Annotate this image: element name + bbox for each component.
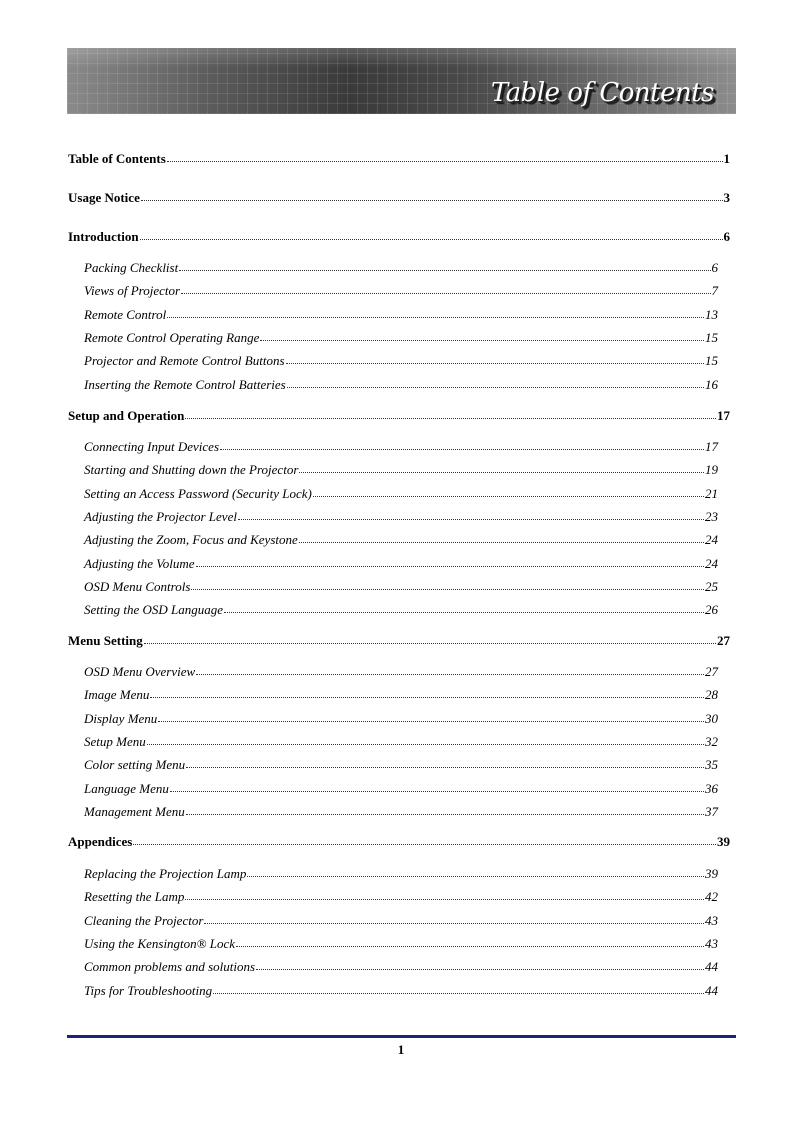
toc-chapter-appendices[interactable]: [68, 834, 730, 850]
toc-entry-label: Projector and Remote Control Buttons: [84, 353, 285, 369]
dot-leader: [133, 833, 716, 845]
toc-section-tips-for-troubleshooting[interactable]: [84, 983, 718, 999]
dot-leader: [150, 686, 704, 698]
toc-entry-page: 39: [705, 866, 718, 881]
toc-section-cleaning-the-projector[interactable]: [84, 913, 718, 929]
toc-entry-page: 42: [705, 889, 718, 905]
toc-entry-page: 24: [705, 555, 718, 571]
toc-entry-label: Color setting Menu: [84, 757, 186, 773]
toc-entry-label: Setup and Operation: [68, 408, 185, 423]
toc-entry-page: 43: [705, 912, 718, 928]
toc-entry-page: 43: [705, 935, 718, 951]
toc-entry-page: 35: [705, 757, 718, 773]
dot-leader: [185, 407, 716, 419]
toc-entry-label: OSD Menu Controls: [84, 578, 191, 594]
toc-entry-page: 36: [705, 780, 718, 796]
toc-section-management-menu[interactable]: [84, 804, 718, 820]
page-number: 1: [397, 1042, 405, 1057]
toc-section-packing-checklist[interactable]: [84, 260, 718, 276]
toc-entry-label: Connecting Input Devices: [84, 439, 220, 454]
toc-entry-label: Image Menu: [84, 687, 150, 703]
dot-leader: [313, 485, 704, 497]
dot-leader: [196, 555, 705, 567]
dot-leader: [256, 958, 704, 970]
dot-leader: [140, 228, 723, 240]
toc-section-using-the-kensington-lock[interactable]: [84, 936, 718, 952]
dot-leader: [186, 756, 704, 768]
dot-leader: [286, 352, 704, 364]
toc-entry-page: 3: [723, 190, 730, 205]
toc-entry-label: Common problems and solutions: [84, 959, 256, 975]
dot-leader: [224, 601, 704, 613]
toc-entry-page: 23: [705, 508, 718, 524]
toc-entry-page: 21: [705, 485, 718, 501]
toc-chapter-introduction[interactable]: [68, 229, 730, 245]
dot-leader: [287, 376, 704, 388]
dot-leader: [141, 189, 723, 201]
toc-entry-label: Remote Control: [84, 306, 167, 322]
footer-rule: [67, 1035, 736, 1038]
dot-leader: [299, 531, 704, 543]
toc-chapter-menu-setting[interactable]: [68, 633, 730, 649]
toc-entry-page: 1: [723, 151, 730, 166]
toc-entry-page: 37: [705, 803, 718, 819]
toc-entry-label: Setup Menu: [84, 733, 146, 749]
toc-entry-page: 6: [711, 260, 718, 275]
toc-entry-page: 27: [705, 664, 718, 679]
dot-leader: [158, 710, 704, 722]
toc-entry-page: 7: [711, 283, 718, 299]
dot-leader: [204, 912, 704, 924]
toc-section-display-menu[interactable]: [84, 711, 718, 727]
toc-entry-page: 16: [705, 376, 718, 392]
toc-entry-label: Adjusting the Projector Level: [84, 508, 237, 524]
toc-section-setting-an-access-password-security-lock[interactable]: [84, 486, 718, 502]
toc-entry-page: 26: [705, 602, 718, 618]
toc-entry-label: Introduction: [68, 229, 139, 244]
toc-entry-label: Table of Contents: [68, 151, 166, 166]
dot-leader: [179, 259, 710, 271]
toc-section-resetting-the-lamp[interactable]: [84, 889, 718, 905]
toc-entry-label: Starting and Shutting down the Projector: [84, 462, 299, 478]
dot-leader: [238, 508, 704, 520]
toc-entry-label: Inserting the Remote Control Batteries: [84, 376, 286, 392]
toc-entry-page: 44: [705, 982, 718, 998]
toc-entry-page: 27: [717, 633, 730, 648]
toc-section-connecting-input-devices[interactable]: [84, 439, 718, 455]
toc-section-projector-and-remote-control-buttons[interactable]: [84, 353, 718, 369]
toc-entry-label: Resetting the Lamp: [84, 889, 185, 905]
toc-entry-label: Using the Kensington® Lock: [84, 935, 236, 951]
toc-entry-page: 15: [705, 329, 718, 345]
toc-entry-label: OSD Menu Overview: [84, 664, 196, 679]
toc-entry-page: 28: [705, 687, 718, 703]
dot-leader: [144, 632, 716, 644]
toc-entry-label: Management Menu: [84, 803, 185, 819]
dot-leader: [299, 461, 704, 473]
dot-leader: [167, 150, 723, 162]
toc-section-osd-menu-controls[interactable]: [84, 579, 718, 595]
toc-section-adjusting-the-volume[interactable]: [84, 556, 718, 572]
toc-entry-label: Packing Checklist: [84, 260, 179, 275]
dot-leader: [213, 982, 704, 994]
toc-entry-page: 25: [705, 578, 718, 594]
toc-section-views-of-projector[interactable]: [84, 283, 718, 299]
toc-entry-page: 17: [717, 408, 730, 423]
toc-entry-page: 44: [705, 959, 718, 975]
toc-section-adjusting-the-projector-level[interactable]: [84, 509, 718, 525]
dot-leader: [191, 578, 704, 590]
dot-leader: [167, 306, 704, 318]
toc-entry-label: Adjusting the Volume: [84, 555, 195, 571]
toc-section-setting-the-osd-language[interactable]: [84, 602, 718, 618]
toc-entry-page: 30: [705, 710, 718, 726]
toc-entry-label: Setting an Access Password (Security Lock): [84, 485, 312, 501]
toc-entry-page: 39: [717, 834, 730, 849]
dot-leader: [147, 733, 704, 745]
dot-leader: [186, 803, 704, 815]
toc-section-image-menu[interactable]: [84, 687, 718, 703]
toc-section-remote-control-operating-range[interactable]: [84, 330, 718, 346]
dot-leader: [260, 329, 704, 341]
toc-entry-page: 17: [705, 439, 718, 454]
toc-entry-label: Adjusting the Zoom, Focus and Keystone: [84, 532, 298, 548]
toc-section-osd-menu-overview[interactable]: [84, 664, 718, 680]
toc-entry-page: 13: [705, 306, 718, 322]
toc-entry-label: Menu Setting: [68, 633, 143, 648]
toc-section-inserting-the-remote-control-batteries[interactable]: [84, 377, 718, 393]
dot-leader: [220, 438, 704, 450]
toc-entry-page: 15: [705, 353, 718, 369]
dot-leader: [236, 935, 704, 947]
toc-chapter-usage-notice[interactable]: [68, 190, 730, 206]
toc-section-remote-control[interactable]: [84, 307, 718, 323]
page-title: Table of Contents: [490, 78, 714, 108]
dot-leader: [196, 663, 704, 675]
toc-section-language-menu[interactable]: [84, 781, 718, 797]
dot-leader: [185, 888, 704, 900]
dot-leader: [181, 282, 710, 294]
toc-chapter-setup-and-operation[interactable]: [68, 408, 730, 424]
toc-entry-label: Tips for Troubleshooting: [84, 982, 213, 998]
toc-entry-label: Cleaning the Projector: [84, 912, 204, 928]
toc-section-replacing-the-projection-lamp[interactable]: [84, 866, 718, 882]
toc-entry-page: 19: [705, 462, 718, 478]
toc-entry-page: 24: [705, 532, 718, 548]
dot-leader: [170, 780, 704, 792]
toc-section-color-setting-menu[interactable]: [84, 757, 718, 773]
toc-entry-label: Setting the OSD Language: [84, 602, 224, 618]
toc-entry-page: 32: [705, 733, 718, 749]
header-banner: [67, 48, 736, 114]
toc-chapter-table-of-contents[interactable]: [68, 151, 730, 167]
toc-section-adjusting-the-zoom-focus-and-keystone[interactable]: [84, 532, 718, 548]
toc-section-starting-and-shutting-down-the-projector[interactable]: [84, 462, 718, 478]
toc-entry-page: 6: [723, 229, 730, 244]
toc-entry-label: Usage Notice: [68, 190, 140, 205]
toc-entry-label: Appendices: [68, 834, 133, 849]
toc-entry-label: Views of Projector: [84, 283, 181, 299]
toc-section-setup-menu[interactable]: [84, 734, 718, 750]
toc-entry-label: Replacing the Projection Lamp: [84, 866, 247, 881]
toc-section-common-problems-and-solutions[interactable]: [84, 959, 718, 975]
toc-entry-label: Remote Control Operating Range: [84, 329, 260, 345]
toc-entry-label: Display Menu: [84, 710, 158, 726]
toc-entry-label: Language Menu: [84, 780, 169, 796]
dot-leader: [247, 865, 704, 877]
